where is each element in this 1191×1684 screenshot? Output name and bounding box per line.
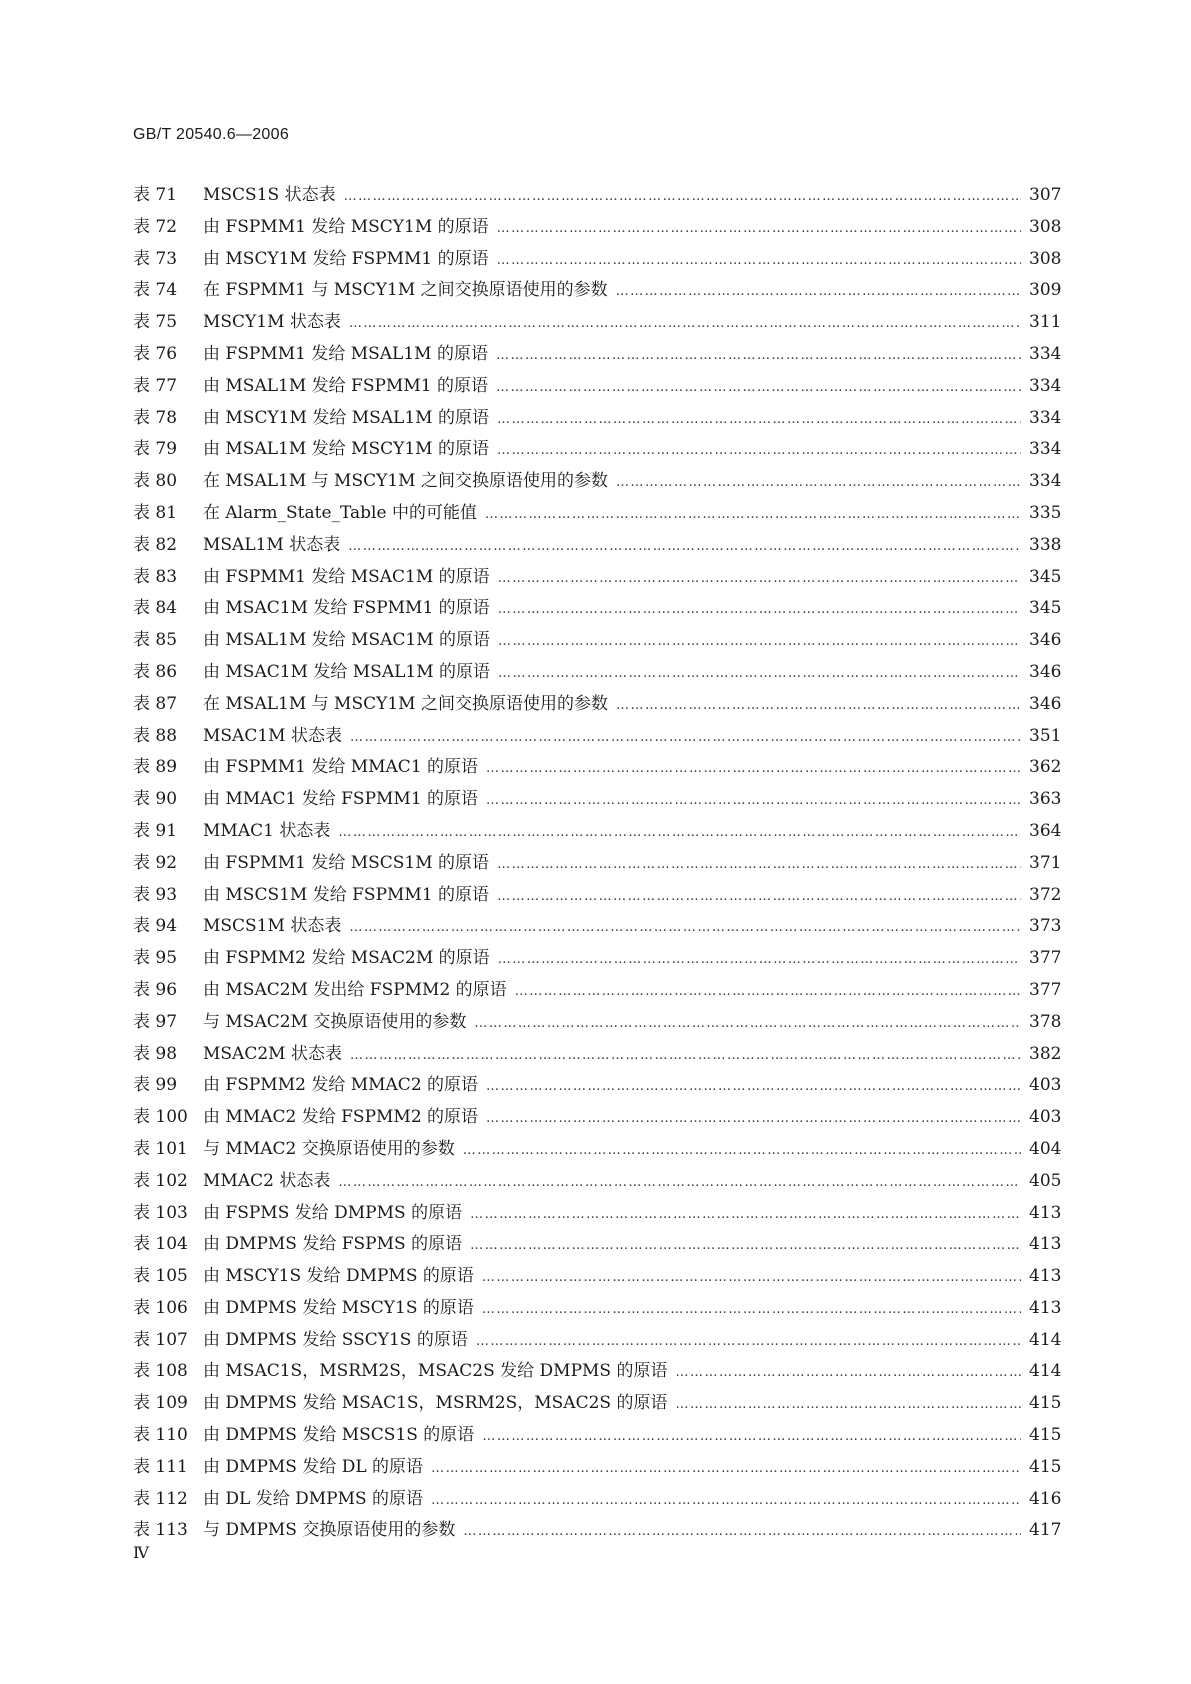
dot-leader [498, 634, 1021, 649]
table-title: 由 MSAC1M 发给 FSPMM1 的原语 [203, 598, 490, 619]
dot-leader [497, 253, 1021, 268]
toc-entry[interactable] [133, 1388, 1061, 1420]
dot-leader [616, 698, 1021, 713]
page-number: 404 [1029, 1138, 1062, 1159]
toc-entry[interactable] [133, 530, 1061, 562]
page-number: 334 [1029, 375, 1062, 396]
table-title: 由 MSAL1M 发给 FSPMM1 的原语 [203, 375, 488, 396]
toc-entry[interactable] [133, 180, 1061, 212]
table-number: 表 95 [133, 948, 178, 969]
toc-entry[interactable] [133, 1102, 1061, 1134]
page-number: 416 [1029, 1488, 1062, 1509]
toc-entry[interactable] [133, 1484, 1061, 1516]
toc-entry[interactable] [133, 593, 1061, 625]
table-number: 表 81 [133, 502, 178, 523]
toc-entry[interactable] [133, 657, 1061, 689]
table-number: 表 82 [133, 534, 178, 555]
toc-entry[interactable] [133, 689, 1061, 721]
page-number: 334 [1029, 471, 1062, 492]
page-number: 371 [1029, 852, 1062, 873]
table-number: 表 90 [133, 789, 178, 810]
table-title: 由 FSPMM2 发给 MMAC2 的原语 [203, 1075, 479, 1096]
table-title: MSAL1M 状态表 [203, 534, 341, 555]
page-number: 417 [1029, 1520, 1062, 1541]
dot-leader [344, 189, 1021, 204]
toc-entry[interactable] [133, 1134, 1061, 1166]
toc-entry[interactable] [133, 1356, 1061, 1388]
dot-leader [348, 539, 1021, 554]
table-number: 表 84 [133, 598, 178, 619]
toc-entry[interactable] [133, 721, 1061, 753]
page-number: 414 [1029, 1361, 1062, 1382]
table-title: 由 MMAC2 发给 FSPMM2 的原语 [203, 1107, 479, 1128]
table-number: 表 73 [133, 248, 178, 269]
table-title: 与 DMPMS 交换原语使用的参数 [203, 1520, 456, 1541]
table-title: 由 MSAL1M 发给 MSCY1M 的原语 [203, 439, 489, 460]
page-number: 377 [1029, 948, 1062, 969]
toc-entry[interactable] [133, 244, 1061, 276]
table-title: 在 MSAL1M 与 MSCY1M 之间交换原语使用的参数 [203, 471, 608, 492]
dot-leader [486, 1079, 1021, 1094]
table-title: 与 MSAC2M 交换原语使用的参数 [203, 1011, 467, 1032]
dot-leader [486, 793, 1021, 808]
dot-leader [498, 666, 1021, 681]
page-number: 308 [1029, 248, 1062, 269]
table-number: 表 75 [133, 312, 178, 333]
page-number: 338 [1029, 534, 1062, 555]
table-title: MSAC2M 状态表 [203, 1043, 342, 1064]
table-number: 表 101 [133, 1138, 188, 1159]
table-number: 表 71 [133, 185, 178, 205]
table-number: 表 92 [133, 852, 178, 873]
table-number: 表 98 [133, 1043, 178, 1064]
table-number: 表 76 [133, 343, 178, 364]
toc-entry[interactable] [133, 1166, 1061, 1198]
dot-leader [497, 443, 1021, 458]
dot-leader [431, 1493, 1021, 1508]
page-number: 373 [1029, 916, 1062, 937]
page-number: 415 [1029, 1456, 1062, 1477]
dot-leader [463, 1524, 1021, 1539]
table-title: 与 MMAC2 交换原语使用的参数 [203, 1138, 455, 1159]
table-number: 表 113 [133, 1520, 188, 1541]
toc-entry[interactable] [133, 1325, 1061, 1357]
table-number: 表 80 [133, 471, 178, 492]
table-number: 表 109 [133, 1393, 188, 1414]
page-number: 363 [1029, 789, 1062, 810]
dot-leader [486, 761, 1021, 776]
table-number: 表 83 [133, 566, 178, 587]
dot-leader [482, 1302, 1021, 1317]
toc-entry[interactable] [133, 275, 1061, 307]
page-number: 307 [1029, 185, 1062, 205]
table-number: 表 94 [133, 916, 178, 937]
page-number: 413 [1029, 1266, 1062, 1287]
toc-entry[interactable] [133, 1007, 1061, 1039]
toc-entry[interactable] [133, 466, 1061, 498]
toc-entry[interactable] [133, 307, 1061, 339]
table-of-contents-list [133, 180, 1061, 1547]
dot-leader [496, 380, 1021, 395]
table-number: 表 87 [133, 693, 178, 714]
dot-leader [498, 571, 1021, 586]
table-title: MSAC1M 状态表 [203, 725, 342, 746]
table-number: 表 111 [133, 1456, 188, 1477]
dot-leader [497, 221, 1021, 236]
table-number: 表 77 [133, 375, 178, 396]
table-title: MSCS1S 状态表 [203, 185, 336, 205]
table-number: 表 93 [133, 884, 178, 905]
dot-leader [350, 1048, 1021, 1063]
page-number: 346 [1029, 630, 1062, 651]
table-number: 表 97 [133, 1011, 178, 1032]
toc-entry[interactable] [133, 784, 1061, 816]
toc-entry[interactable] [133, 212, 1061, 244]
page-number-footer: Ⅳ [133, 1545, 149, 1562]
table-title: 由 DMPMS 发给 DL 的原语 [203, 1456, 424, 1477]
dot-leader [463, 1143, 1021, 1158]
toc-entry[interactable] [133, 434, 1061, 466]
dot-leader [431, 1461, 1021, 1476]
toc-entry[interactable] [133, 816, 1061, 848]
table-title: MSCS1M 状态表 [203, 916, 342, 937]
table-number: 表 107 [133, 1329, 188, 1350]
page-number: 405 [1029, 1170, 1062, 1191]
page-number: 403 [1029, 1075, 1062, 1096]
page-number: 335 [1029, 502, 1062, 523]
page-number: 372 [1029, 884, 1062, 905]
dot-leader [349, 316, 1021, 331]
page-number: 413 [1029, 1234, 1062, 1255]
table-number: 表 112 [133, 1488, 188, 1509]
dot-leader [515, 984, 1021, 999]
toc-entry[interactable] [133, 1070, 1061, 1102]
dot-leader [497, 889, 1021, 904]
table-number: 表 108 [133, 1361, 188, 1382]
dot-leader [349, 920, 1021, 935]
table-title: 在 FSPMM1 与 MSCY1M 之间交换原语使用的参数 [203, 280, 608, 301]
table-title: 由 MMAC1 发给 FSPMM1 的原语 [203, 789, 479, 810]
page-number: 345 [1029, 598, 1062, 619]
table-number: 表 102 [133, 1170, 188, 1191]
dot-leader [470, 1207, 1021, 1222]
table-number: 表 79 [133, 439, 178, 460]
toc-entry[interactable] [133, 498, 1061, 530]
table-title: 由 DMPMS 发给 MSCY1S 的原语 [203, 1297, 474, 1318]
table-number: 表 103 [133, 1202, 188, 1223]
dot-leader [616, 284, 1021, 299]
toc-entry[interactable] [133, 848, 1061, 880]
dot-leader [497, 412, 1021, 427]
page-number: 364 [1029, 820, 1062, 841]
dot-leader [474, 1016, 1021, 1031]
page-number: 334 [1029, 407, 1062, 428]
dot-leader [476, 1334, 1021, 1349]
table-title: MSCY1M 状态表 [203, 312, 341, 333]
table-title: 由 MSAC1S，MSRM2S，MSAC2S 发给 DMPMS 的原语 [203, 1361, 668, 1382]
table-title: 由 DMPMS 发给 MSAC1S，MSRM2S，MSAC2S 的原语 [203, 1393, 668, 1414]
table-title: MMAC2 状态表 [203, 1170, 331, 1191]
page-number: 309 [1029, 280, 1062, 301]
table-number: 表 104 [133, 1234, 188, 1255]
toc-entry[interactable] [133, 1261, 1061, 1293]
page-number: 334 [1029, 343, 1062, 364]
table-number: 表 72 [133, 216, 178, 237]
toc-entry[interactable] [133, 625, 1061, 657]
table-number: 表 99 [133, 1075, 178, 1096]
toc-entry[interactable] [133, 371, 1061, 403]
dot-leader [498, 602, 1021, 617]
table-number: 表 105 [133, 1266, 188, 1287]
table-title: 由 MSCY1S 发给 DMPMS 的原语 [203, 1266, 474, 1287]
table-number: 表 106 [133, 1297, 188, 1318]
table-number: 表 86 [133, 661, 178, 682]
table-title: 由 FSPMM1 发给 MSAL1M 的原语 [203, 343, 488, 364]
page-number: 415 [1029, 1425, 1062, 1446]
toc-entry[interactable] [133, 1293, 1061, 1325]
table-title: 由 FSPMS 发给 DMPMS 的原语 [203, 1202, 463, 1223]
table-title: 由 MSCY1M 发给 MSAL1M 的原语 [203, 407, 489, 428]
page-number: 345 [1029, 566, 1062, 587]
page-number: 413 [1029, 1202, 1062, 1223]
toc-entry[interactable] [133, 943, 1061, 975]
toc-entry[interactable] [133, 1039, 1061, 1071]
page-number: 311 [1029, 312, 1062, 333]
table-title: 由 MSAL1M 发给 MSAC1M 的原语 [203, 630, 491, 651]
toc-entry[interactable] [133, 1515, 1061, 1547]
table-number: 表 100 [133, 1107, 188, 1128]
standard-code-header: GB/T 20540.6—2006 [133, 126, 290, 143]
table-title: 在 Alarm_State_Table 中的可能值 [203, 502, 477, 523]
page-number: 351 [1029, 725, 1062, 746]
dot-leader [350, 730, 1021, 745]
page-number: 414 [1029, 1329, 1062, 1350]
page-number: 346 [1029, 693, 1062, 714]
toc-entry[interactable] [133, 975, 1061, 1007]
table-title: 由 DMPMS 发给 MSCS1S 的原语 [203, 1425, 475, 1446]
toc-entry[interactable] [133, 752, 1061, 784]
table-title: 由 FSPMM1 发给 MSCY1M 的原语 [203, 216, 489, 237]
table-title: 由 MSAC1M 发给 MSAL1M 的原语 [203, 661, 491, 682]
dot-leader [482, 1429, 1021, 1444]
dot-leader [496, 348, 1021, 363]
dot-leader [482, 1270, 1021, 1285]
dot-leader [338, 1175, 1021, 1190]
table-number: 表 85 [133, 630, 178, 651]
page-number: 308 [1029, 216, 1062, 237]
table-number: 表 89 [133, 757, 178, 778]
toc-entry[interactable] [133, 1452, 1061, 1484]
dot-leader [616, 475, 1021, 490]
toc-entry[interactable] [133, 880, 1061, 912]
dot-leader [486, 1111, 1021, 1126]
page-number: 378 [1029, 1011, 1062, 1032]
page-number: 403 [1029, 1107, 1062, 1128]
table-title: 由 MSAC2M 发出给 FSPMM2 的原语 [203, 979, 507, 1000]
dot-leader [485, 507, 1021, 522]
toc-entry[interactable] [133, 1420, 1061, 1452]
table-number: 表 110 [133, 1425, 188, 1446]
table-title: 由 FSPMM1 发给 MSCS1M 的原语 [203, 852, 490, 873]
toc-entry[interactable] [133, 1198, 1061, 1230]
dot-leader [470, 1238, 1021, 1253]
page-number: 362 [1029, 757, 1062, 778]
table-title: 在 MSAL1M 与 MSCY1M 之间交换原语使用的参数 [203, 693, 608, 714]
page-number: 382 [1029, 1043, 1062, 1064]
table-number: 表 88 [133, 725, 178, 746]
page-number: 413 [1029, 1297, 1062, 1318]
page-number: 377 [1029, 979, 1062, 1000]
dot-leader [675, 1365, 1021, 1380]
toc-entry[interactable] [133, 911, 1061, 943]
toc-entry[interactable] [133, 562, 1061, 594]
toc-entry[interactable] [133, 339, 1061, 371]
table-number: 表 96 [133, 979, 178, 1000]
table-title: 由 DL 发给 DMPMS 的原语 [203, 1488, 424, 1509]
dot-leader [497, 857, 1021, 872]
page-number: 334 [1029, 439, 1062, 460]
table-title: 由 DMPMS 发给 SSCY1S 的原语 [203, 1329, 468, 1350]
toc-entry[interactable] [133, 1229, 1061, 1261]
table-number: 表 91 [133, 820, 178, 841]
table-title: 由 FSPMM1 发给 MSAC1M 的原语 [203, 566, 490, 587]
dot-leader [338, 825, 1021, 840]
table-number: 表 74 [133, 280, 178, 301]
table-title: MMAC1 状态表 [203, 820, 331, 841]
toc-entry[interactable] [133, 403, 1061, 435]
table-number: 表 78 [133, 407, 178, 428]
table-title: 由 MSCY1M 发给 FSPMM1 的原语 [203, 248, 489, 269]
page-number: 346 [1029, 661, 1062, 682]
dot-leader [498, 952, 1021, 967]
dot-leader [675, 1397, 1021, 1412]
table-title: 由 MSCS1M 发给 FSPMM1 的原语 [203, 884, 490, 905]
table-title: 由 FSPMM1 发给 MMAC1 的原语 [203, 757, 479, 778]
page-number: 415 [1029, 1393, 1062, 1414]
table-title: 由 FSPMM2 发给 MSAC2M 的原语 [203, 948, 490, 969]
table-title: 由 DMPMS 发给 FSPMS 的原语 [203, 1234, 463, 1255]
